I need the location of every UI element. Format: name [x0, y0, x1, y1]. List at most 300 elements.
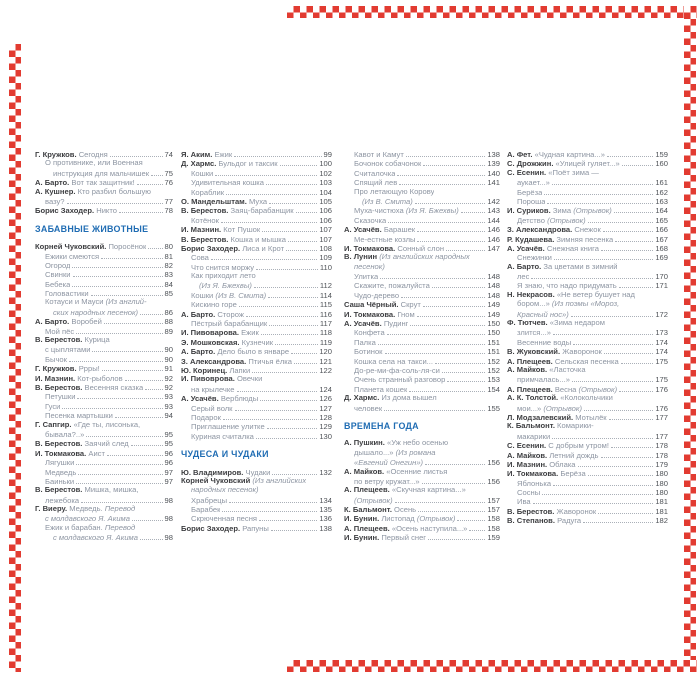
toc-entry-line: [344, 403, 500, 412]
page-number: 99: [323, 150, 332, 159]
dot-leader: [442, 365, 485, 373]
toc-entry-line: [507, 196, 668, 205]
page-number: 177: [655, 431, 668, 441]
toc-entry-line: [181, 495, 332, 504]
entry-text: А. Фет. «Чудная картина...»: [507, 150, 605, 159]
toc-entry-line: [35, 382, 173, 391]
entry-text: Яблонька: [517, 478, 552, 488]
entry-text: Улитка: [354, 272, 379, 282]
page-number: 92: [164, 383, 173, 392]
toc-entry-line: [344, 149, 500, 158]
dot-leader: [469, 523, 485, 531]
dot-leader: [553, 478, 653, 486]
entry-text: Огород: [45, 260, 71, 270]
entry-text: А. Плещеев. «Скучная картина...»: [344, 485, 466, 495]
page-number: 100: [319, 159, 332, 169]
dot-leader: [237, 384, 318, 392]
page-number: 90: [164, 345, 173, 355]
page-number: 141: [487, 178, 500, 188]
entry-text: Петушки: [45, 392, 76, 402]
toc-entry-line: [181, 513, 332, 522]
entry-text: И. Бунин. Первый снег: [344, 533, 427, 543]
page-number: 174: [655, 337, 668, 347]
dot-leader: [77, 391, 162, 399]
toc-column-2: [181, 149, 332, 532]
page-number: 178: [655, 441, 668, 451]
page-number: 136: [319, 514, 332, 524]
entry-text: З. Александрова. Птичья ёлка: [181, 356, 293, 366]
page-number: 116: [319, 309, 332, 319]
toc-entry-line: [181, 234, 332, 243]
toc-entry-line: [344, 513, 500, 522]
entry-text: А. Майков. Летний дождь: [507, 450, 599, 460]
dot-leader: [614, 205, 653, 213]
entry-text: Корней Чуковский. Поросёнок: [35, 242, 147, 252]
page-number: 167: [655, 234, 668, 244]
dot-leader: [252, 365, 317, 373]
toc-entry-line: [344, 177, 500, 186]
entry-text: лес: [517, 272, 530, 282]
entry-text: Сова: [191, 253, 209, 263]
page-number: 115: [319, 300, 332, 310]
dot-leader: [533, 496, 654, 504]
toc-entry-line: [507, 234, 668, 243]
toc-entry-line: [181, 476, 332, 485]
toc-entry-line: [35, 177, 173, 186]
toc-entry-line: [35, 168, 173, 177]
dot-leader: [388, 215, 485, 223]
toc-entry-line: [344, 457, 500, 466]
dot-leader: [269, 318, 318, 326]
entry-text: Свинки: [45, 270, 71, 280]
entry-text: лежебока: [45, 495, 80, 505]
toc-entry-line: [344, 309, 500, 318]
page-number: 114: [319, 290, 332, 300]
page-number: 155: [487, 403, 500, 413]
page-number: 160: [655, 159, 668, 169]
toc-entry-line: [181, 243, 332, 252]
page-number: 104: [319, 187, 332, 197]
page-number: 156: [487, 476, 500, 486]
page-number: 75: [164, 168, 173, 178]
toc-entry-line: [344, 196, 500, 205]
dot-leader: [432, 280, 486, 288]
entry-text: Э. Мошковская. Кузнечик: [181, 337, 274, 347]
page-number: 89: [164, 326, 173, 336]
toc-entry-line: [344, 187, 500, 196]
entry-text: А. Барто. Вот так защитник!: [35, 178, 135, 188]
entry-text: Р. Кудашева. Зимняя песенка: [507, 234, 614, 244]
page-number: 180: [655, 478, 668, 488]
entry-text: А. Пушкин. «Уж небо осенью: [344, 438, 449, 448]
dot-leader: [102, 363, 163, 371]
page-number: 84: [164, 279, 173, 289]
entry-text: Головастики: [45, 289, 89, 299]
toc-entry-line: [35, 149, 173, 158]
entry-text: Лягушки: [45, 458, 75, 468]
toc-entry-line: [35, 513, 173, 522]
toc-entry-line: [181, 327, 332, 336]
entry-text: Пороша: [517, 196, 546, 206]
entry-text: Д. Хармс. Из дома вышел: [344, 393, 437, 403]
page-number: 108: [319, 243, 332, 253]
entry-text: В. Берестов. Кошка и мышка: [181, 234, 286, 244]
toc-entry-line: [344, 438, 500, 447]
page-number: 98: [164, 495, 173, 505]
page-number: 148: [487, 290, 500, 300]
dot-leader: [417, 234, 485, 242]
dot-leader: [256, 262, 318, 270]
dot-leader: [417, 224, 485, 232]
dot-leader: [457, 513, 485, 521]
toc-column-3: [344, 149, 500, 542]
entry-text: инструкция для мальчишек: [53, 168, 150, 178]
entry-text: Борис Заходер. Никто: [35, 206, 117, 216]
entry-text: Медведь: [45, 467, 77, 477]
dot-leader: [115, 410, 163, 418]
page-number: 164: [655, 206, 668, 216]
toc-column-1: [35, 149, 173, 542]
page-number: 161: [655, 178, 668, 188]
page-number: 119: [319, 337, 332, 347]
entry-text: Скрюченная песня: [191, 514, 258, 524]
dot-leader: [91, 288, 163, 296]
page-number: 144: [487, 215, 500, 225]
entry-text: Д. Хармс. Бульдог и таксик: [181, 159, 278, 169]
toc-entry-line: [181, 523, 332, 532]
toc-entry-line: [507, 431, 668, 440]
page-number: 95: [164, 439, 173, 449]
entry-text: Спящий лев: [354, 178, 398, 188]
dot-leader: [73, 269, 163, 277]
entry-text: Пёстрый барабанщик: [191, 319, 268, 329]
entry-text: с цыплятами: [45, 345, 91, 355]
dot-leader: [81, 495, 162, 503]
page-number: 178: [655, 450, 668, 460]
dot-leader: [435, 356, 485, 364]
entry-text: Конфета: [354, 328, 385, 338]
entry-text: К. Бальмонт. Осень: [344, 505, 417, 515]
dot-leader: [428, 532, 485, 540]
dot-leader: [256, 431, 317, 439]
toc-entry-line: [507, 459, 668, 468]
dot-leader: [611, 440, 653, 448]
toc-entry-line: [35, 467, 173, 476]
toc-entry-line: [344, 485, 500, 494]
entry-text: Я. Аким. Ежик: [181, 150, 233, 159]
entry-text: Что снится моржу: [191, 262, 255, 272]
entry-text: О. Мандельштам. Муха: [181, 196, 268, 206]
dot-leader: [222, 504, 317, 512]
checkered-border-right: [684, 6, 696, 672]
entry-text: А. Майков. «Осенние листья: [344, 466, 448, 476]
toc-entry-line: [181, 205, 332, 214]
entry-text: С. Дрожжин. «Улицей гуляет...»: [507, 159, 620, 169]
toc-entry-line: [35, 504, 173, 513]
entry-text: с молдавского Я. Акима: [53, 533, 138, 543]
page-number: 134: [319, 495, 332, 505]
entry-text: (Отрывок): [354, 495, 393, 505]
dot-leader: [588, 468, 654, 476]
page-number: 92: [164, 373, 173, 383]
toc-entry-line: [35, 205, 173, 214]
dot-leader: [384, 403, 485, 411]
toc-entry-line: [507, 271, 668, 280]
entry-text: Ю. Коринец. Лапки: [181, 365, 251, 375]
dot-leader: [423, 299, 485, 307]
entry-text: А. Усачёв. Верблюды: [181, 394, 259, 404]
toc-entry-line: [344, 337, 500, 346]
toc-entry-line: [35, 438, 173, 447]
toc-entry-line: [507, 158, 668, 167]
entry-text: А. Кушнер. Кто разбил большую: [35, 186, 151, 196]
entry-text: Г. Сапгир. «Где ты, лисонька,: [35, 419, 141, 429]
page-number: 166: [655, 225, 668, 235]
entry-text: макарики: [517, 431, 551, 441]
toc-entry-line: [35, 495, 173, 504]
entry-text: С. Есенин. С добрым утром!: [507, 441, 609, 451]
entry-text: Г. Кружков. Ррры!: [35, 364, 100, 374]
entry-text: О противнике, или Военная: [45, 158, 143, 168]
entry-text: Борис Заходер. Лиса и Крот: [181, 243, 285, 253]
entry-text: До-ре-ми-фа-соль-ля-си: [354, 365, 440, 375]
toc-entry-line: [35, 457, 173, 466]
entry-text: Красный нос»): [517, 309, 569, 319]
toc-entry-line: [181, 485, 332, 494]
toc-column-4: [507, 149, 668, 525]
dot-leader: [601, 243, 653, 251]
toc-entry-line: [344, 205, 500, 214]
page-number: 174: [655, 347, 668, 357]
toc-entry-line: [507, 346, 668, 355]
toc-entry-line: [181, 504, 332, 513]
section-header: ЧУДЕСА И ЧУДАКИ: [181, 449, 269, 460]
toc-entry-line: [181, 158, 332, 167]
entry-text: Как приходит лето: [191, 271, 256, 281]
page-number: 171: [655, 281, 668, 291]
dot-leader: [72, 279, 162, 287]
entry-text: Ме-естные козлы: [354, 234, 416, 244]
page-number: 142: [487, 196, 500, 206]
dot-leader: [385, 346, 486, 354]
dot-leader: [259, 513, 317, 521]
page-number: 159: [487, 533, 500, 543]
toc-entry-line: [507, 252, 668, 261]
page-number: 150: [487, 328, 500, 338]
page-number: 162: [655, 187, 668, 197]
dot-leader: [417, 309, 486, 317]
entry-text: Л. Модзалевский. Мотылёк: [507, 412, 607, 422]
entry-text: В. Берестов. Жаворонок: [507, 506, 597, 516]
toc-entry-line: [344, 476, 500, 485]
dot-leader: [145, 382, 162, 390]
toc-entry-line: [35, 354, 173, 363]
dot-leader: [609, 412, 654, 420]
toc-entry-line: [35, 158, 173, 167]
page-number: 121: [319, 356, 332, 366]
toc-entry-line: [35, 344, 173, 353]
page-number: 83: [164, 270, 173, 280]
dot-leader: [268, 290, 318, 298]
toc-entry-line: [507, 515, 668, 524]
dot-leader: [291, 346, 317, 354]
toc-entry-line: [181, 346, 332, 355]
dot-leader: [422, 476, 486, 484]
toc-entry-line: [507, 478, 668, 487]
entry-text: Скажите, пожалуйста: [354, 281, 430, 291]
dot-leader: [280, 158, 318, 166]
dot-leader: [601, 450, 654, 458]
toc-entry-line: [344, 280, 500, 289]
dot-leader: [531, 271, 653, 279]
dot-leader: [619, 280, 654, 288]
entry-text: А. Барто. Дело было в январе: [181, 347, 290, 357]
entry-text: человек: [354, 403, 383, 413]
entry-text: Палка: [354, 337, 376, 347]
toc-entry-line: [181, 299, 332, 308]
section-header: ВРЕМЕНА ГОДА: [344, 420, 419, 431]
toc-entry-line: [344, 318, 500, 327]
page-number: 152: [487, 356, 500, 366]
dot-leader: [598, 506, 653, 514]
entry-text: дышало...» (Из романа: [354, 447, 436, 457]
dot-leader: [119, 205, 163, 213]
dot-leader: [78, 467, 162, 475]
toc-entry-line: [507, 309, 668, 318]
page-number: 180: [655, 469, 668, 479]
entry-text: Кораблик: [191, 187, 225, 197]
entry-text: К. Бальмонт. Комарики-: [507, 421, 594, 431]
dot-leader: [294, 356, 317, 364]
entry-text: песенок): [354, 261, 385, 271]
entry-text: И. Токмакова. Аист: [35, 448, 105, 458]
toc-entry-line: [344, 224, 500, 233]
entry-text: Храбрецы: [191, 495, 228, 505]
entry-text: В. Берестов. Весенняя сказка: [35, 383, 144, 392]
page-number: 140: [487, 168, 500, 178]
page-number: 126: [319, 394, 332, 404]
dot-leader: [110, 149, 163, 157]
dot-leader: [132, 513, 163, 521]
toc-entry-line: [344, 327, 500, 336]
page-number: 85: [164, 289, 173, 299]
dot-leader: [395, 495, 486, 503]
page-number: 149: [487, 300, 500, 310]
toc-entry-line: [507, 365, 668, 374]
toc-entry-line: [344, 252, 500, 261]
entry-text: А. Усачёв. Барашек: [344, 225, 416, 235]
entry-text: Гуси: [45, 401, 61, 411]
toc-entry-line: [35, 532, 173, 541]
dot-leader: [578, 459, 654, 467]
toc-entry-line: [507, 168, 668, 177]
page-number: 94: [164, 411, 173, 421]
page-number: 135: [319, 505, 332, 515]
dot-leader: [67, 196, 163, 204]
page-number: 149: [487, 309, 500, 319]
entry-text: бывала?..»: [45, 429, 85, 439]
dot-leader: [584, 403, 653, 411]
toc-entry-line: [181, 365, 332, 374]
toc-entry-line: [181, 177, 332, 186]
page-number: 158: [487, 523, 500, 533]
page-number: 130: [319, 431, 332, 441]
toc-entry-line: [507, 327, 668, 336]
page-number: 170: [655, 272, 668, 282]
entry-text: Борис Заходер. Рапуны: [181, 523, 269, 533]
dot-leader: [275, 337, 318, 345]
dot-leader: [603, 224, 654, 232]
dot-leader: [239, 299, 318, 307]
dot-leader: [461, 205, 486, 213]
toc-entry-line: [35, 269, 173, 278]
entry-text: Планета кошек: [354, 384, 408, 394]
toc-entry-line: [344, 243, 500, 252]
page-number: 76: [164, 178, 173, 188]
toc-entry-line: [344, 356, 500, 365]
toc-entry-line: [35, 187, 173, 196]
toc-entry-line: [344, 384, 500, 393]
dot-leader: [86, 429, 162, 437]
dot-leader: [583, 515, 653, 523]
toc-entry-line: [35, 476, 173, 485]
toc-entry-line: [35, 288, 173, 297]
dot-leader: [226, 187, 317, 195]
page-number: 128: [319, 412, 332, 422]
entry-text: Котауси и Мауси (Из англий-: [45, 297, 147, 307]
entry-text: (Из В. Смита): [362, 196, 413, 206]
dot-leader: [286, 243, 317, 251]
toc-entry-line: [507, 421, 668, 430]
dot-leader: [542, 487, 653, 495]
dot-leader: [101, 251, 162, 259]
dot-leader: [266, 177, 317, 185]
entry-text: И. Мазнин. Облака: [507, 459, 576, 469]
section-header: ЗАБАВНЫЕ ЖИВОТНЫЕ: [35, 223, 149, 234]
page-number: 180: [655, 488, 668, 498]
page-number: 82: [164, 260, 173, 270]
page-number: 154: [487, 384, 500, 394]
dot-leader: [107, 448, 163, 456]
toc-entry-line: [507, 337, 668, 346]
toc-entry-line: [181, 384, 332, 393]
page-number: 168: [655, 243, 668, 253]
page-number: 176: [655, 384, 668, 394]
page-number: 120: [319, 347, 332, 357]
toc-entry-line: [181, 224, 332, 233]
page-number: 148: [487, 281, 500, 291]
toc-entry-line: [35, 485, 173, 494]
toc-entry-line: [35, 279, 173, 288]
page-number: 86: [164, 307, 173, 317]
page-number: 127: [319, 403, 332, 413]
entry-text: Сосны: [517, 488, 541, 498]
dot-leader: [615, 234, 653, 242]
toc-entry-line: [181, 252, 332, 261]
toc-entry-line: [181, 412, 332, 421]
toc-entry-line: [507, 262, 668, 271]
toc-entry-line: [507, 149, 668, 158]
entry-text: А. Барто. Сторож: [181, 309, 244, 319]
entry-text: Ботинок: [354, 347, 383, 357]
toc-entry-line: [35, 260, 173, 269]
dot-leader: [76, 457, 162, 465]
page-number: 107: [319, 234, 332, 244]
toc-entry-line: [35, 363, 173, 372]
page-number: 91: [164, 364, 173, 374]
toc-entry-line: [344, 448, 500, 457]
entry-text: А. Барто. Воробей: [35, 317, 102, 327]
